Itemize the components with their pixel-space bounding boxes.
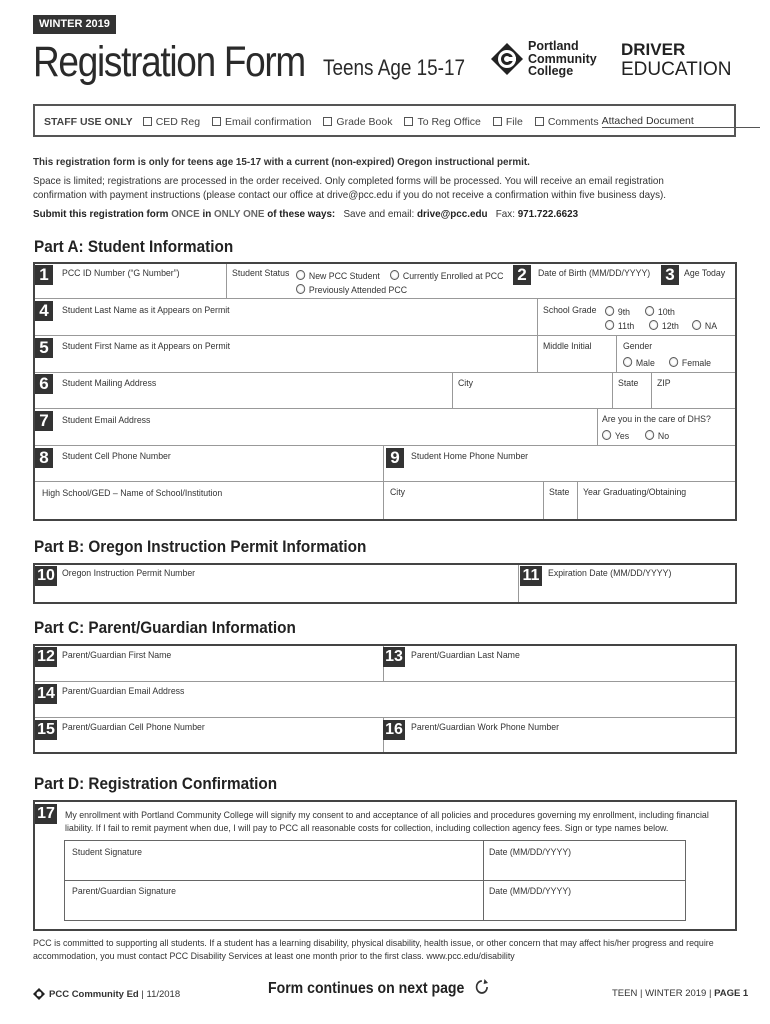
status-current-radio[interactable] (390, 270, 399, 280)
ced-reg-checkbox[interactable] (143, 117, 152, 126)
status-new-label: New PCC Student (308, 271, 380, 282)
to-reg-office-label: To Reg Office (417, 115, 481, 128)
comments-label: Comments (547, 115, 599, 128)
middle-initial-label: Middle Initial (543, 341, 592, 352)
fax-number: 971.722.6623 (517, 208, 579, 220)
gender-male-label: Male (635, 358, 655, 369)
footer-date: 11/2018 (146, 988, 181, 1000)
part-a-box (33, 262, 737, 521)
expiration-label: Expiration Date (MM/DD/YYYY) (548, 568, 672, 579)
home-phone-label: Student Home Phone Number (411, 451, 529, 462)
status-current-label: Currently Enrolled at PCC (402, 271, 504, 282)
form-subtitle: Teens Age 15-17 (323, 55, 466, 80)
pcc-id-label: PCC ID Number (“G Number”) (62, 268, 180, 279)
field-number-14: 14 (35, 684, 57, 704)
state-label: State (618, 378, 639, 389)
mailing-address-label: Student Mailing Address (62, 378, 157, 389)
grade-9-label: 9th (617, 307, 631, 318)
footer-page-info: TEEN | WINTER 2019 | PAGE 1 (612, 988, 749, 999)
year-graduating-label: Year Graduating/Obtaining (583, 487, 687, 498)
student-email-label: Student Email Address (62, 415, 151, 426)
field-number-8: 8 (35, 448, 53, 468)
field-number-13: 13 (383, 647, 405, 667)
part-a-heading: Part A: Student Information (34, 237, 234, 256)
submit-instructions: Submit this registration form ONCE in ONLY ONE of these ways: Save and email: drive@pcc.edu Fax: 971.722.6623 (33, 208, 579, 220)
field-number-16: 16 (383, 720, 405, 740)
field-number-1: 1 (35, 265, 53, 285)
file-checkbox[interactable] (493, 117, 502, 126)
dob-label: Date of Birth (MM/DD/YYYY) (538, 268, 651, 279)
grade-10-radio[interactable] (645, 306, 654, 316)
pg-cell-label: Parent/Guardian Cell Phone Number (62, 722, 205, 733)
grade-11-radio[interactable] (605, 320, 614, 330)
grade-book-label: Grade Book (336, 115, 393, 128)
disability-line-1: PCC is committed to supporting all students. If a student has a learning disability, physical disability, health issue, or other concern that may affect his/her progress and require (33, 938, 714, 949)
part-b-heading: Part B: Oregon Instruction Permit Information (34, 537, 367, 556)
dhs-label: Are you in the care of DHS? (602, 414, 711, 425)
field-number-2: 2 (513, 265, 531, 285)
gender-female-label: Female (681, 358, 712, 369)
education-label: EDUCATION (621, 59, 732, 80)
status-previous-label: Previously Attended PCC (308, 285, 408, 296)
field-number-17: 17 (35, 804, 57, 824)
ced-reg-label: CED Reg (155, 115, 201, 128)
gender-male-radio[interactable] (623, 357, 632, 367)
continue-arrow-icon (474, 979, 490, 995)
form-title: Registration Form (33, 38, 305, 86)
staff-use-label: STAFF USE ONLY (44, 115, 133, 128)
email-confirmation-checkbox[interactable] (212, 117, 221, 126)
dhs-yes-label: Yes (614, 431, 630, 442)
to-reg-office-checkbox[interactable] (404, 117, 413, 126)
pg-last-name-label: Parent/Guardian Last Name (411, 650, 520, 661)
grade-10-label: 10th (657, 307, 675, 318)
field-number-12: 12 (35, 647, 57, 667)
grade-12-radio[interactable] (649, 320, 658, 330)
field-number-7: 7 (35, 411, 53, 431)
pg-first-name-label: Parent/Guardian First Name (62, 650, 172, 661)
status-previous-radio[interactable] (296, 284, 305, 294)
gender-label: Gender (623, 341, 653, 352)
staff-use-box (33, 104, 736, 137)
school-grade-label: School Grade (543, 305, 597, 316)
pg-signature-field[interactable]: Parent/Guardian Signature (72, 886, 176, 897)
intro-line-3: confirmation with payment instructions (please contact our office at drive@pcc.edu if you do not receive a confirmation within five business days). (33, 189, 667, 201)
college-name: Portland Community College (528, 39, 597, 78)
city-label: City (458, 378, 474, 389)
consent-line-1: My enrollment with Portland Community College will signify my consent to and acceptance of all policies and procedures governing my enrollment, including financial (65, 810, 709, 821)
student-status-label: Student Status (232, 268, 290, 279)
student-signature-field[interactable]: Student Signature (72, 847, 142, 858)
email-confirmation-label: Email confirmation (225, 115, 312, 128)
consent-line-2: liability. If I fail to remit payment when due, I will pay to PCC all reasonable costs for collection, including collection agency fees. Sign or type names below. (65, 823, 669, 834)
pg-email-label: Parent/Guardian Email Address (62, 686, 185, 697)
continues-note: Form continues on next page (268, 979, 489, 998)
grade-9-radio[interactable] (605, 306, 614, 316)
field-number-10: 10 (35, 566, 57, 586)
comments-field[interactable]: Attached Document (602, 115, 760, 128)
field-number-11: 11 (520, 566, 542, 586)
part-c-heading: Part C: Parent/Guardian Information (34, 618, 296, 637)
intro-line-1: This registration form is only for teens age 15-17 with a current (non-expired) Oregon instructional permit. (33, 156, 530, 168)
grade-na-label: NA (704, 321, 718, 332)
grade-11-label: 11th (617, 321, 635, 332)
file-label: File (505, 115, 523, 128)
grade-book-checkbox[interactable] (323, 117, 332, 126)
field-number-3: 3 (661, 265, 679, 285)
school-state-label: State (549, 487, 570, 498)
high-school-label: High School/GED – Name of School/Institution (42, 488, 223, 499)
age-label: Age Today (684, 268, 726, 279)
pcc-diamond-icon (33, 988, 45, 1000)
grade-12-label: 12th (661, 321, 679, 332)
zip-label: ZIP (657, 378, 671, 389)
status-new-radio[interactable] (296, 270, 305, 280)
last-name-label: Student Last Name as it Appears on Permit (62, 305, 230, 316)
grade-na-radio[interactable] (692, 320, 701, 330)
gender-female-radio[interactable] (669, 357, 678, 367)
field-number-4: 4 (35, 301, 53, 321)
student-signature-date-field[interactable]: Date (MM/DD/YYYY) (489, 847, 572, 858)
field-number-5: 5 (35, 338, 53, 358)
footer-brand: PCC Community Ed | 11/2018 (33, 988, 180, 1000)
pg-work-phone-label: Parent/Guardian Work Phone Number (411, 722, 560, 733)
field-number-9: 9 (386, 448, 404, 468)
driver-label: DRIVER (621, 40, 686, 59)
pg-signature-date-field[interactable]: Date (MM/DD/YYYY) (489, 886, 572, 897)
school-city-label: City (390, 487, 406, 498)
part-d-heading: Part D: Registration Confirmation (34, 774, 278, 793)
first-name-label: Student First Name as it Appears on Permit (62, 341, 231, 352)
dhs-yes-radio[interactable] (602, 430, 611, 440)
season-badge: WINTER 2019 (33, 15, 116, 34)
field-number-15: 15 (35, 720, 57, 740)
disability-line-2: accommodation, you must contact PCC Disability Services at least one month prior to the first class. www.pcc.edu/disability (33, 951, 515, 962)
comments-checkbox[interactable] (535, 117, 544, 126)
dhs-no-radio[interactable] (645, 430, 654, 440)
permit-number-label: Oregon Instruction Permit Number (62, 568, 196, 579)
dhs-no-label: No (657, 431, 670, 442)
intro-line-2: Space is limited; registrations are processed in the order received. Only completed forms will be processed. You will receive an email registration (33, 175, 664, 187)
contact-email[interactable]: drive@pcc.edu (416, 208, 488, 220)
pcc-logo-icon (490, 42, 524, 76)
cell-phone-label: Student Cell Phone Number (62, 451, 171, 462)
field-number-6: 6 (35, 374, 53, 394)
